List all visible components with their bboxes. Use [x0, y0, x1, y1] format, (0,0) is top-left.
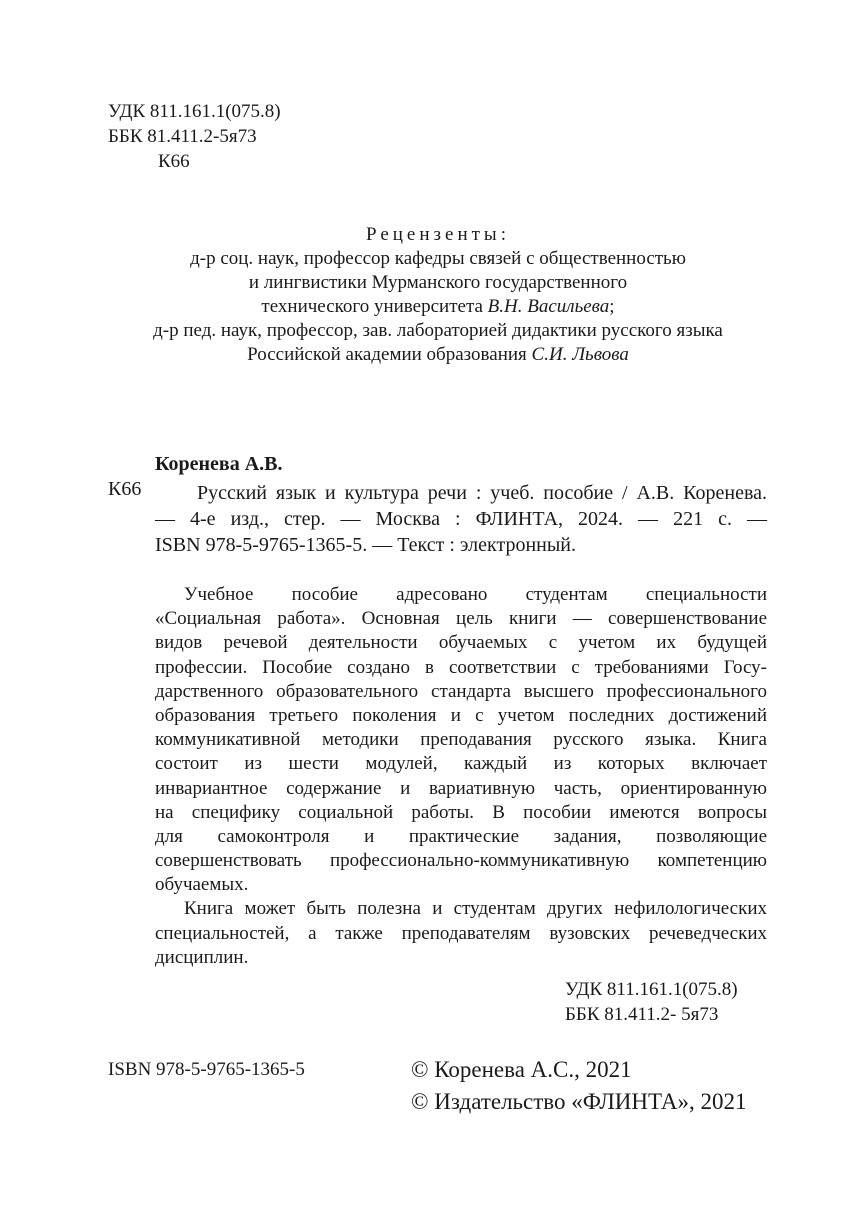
reviewer-2-line-2	[100, 343, 776, 367]
annotation	[155, 583, 767, 970]
annotation-line: «Социальная работа». Основная цель книги — совершенствование	[155, 608, 767, 630]
reviewer-2-affiliation: Российской академии образования	[247, 344, 527, 365]
annotation-line: Книга может быть полезна и студентам других нефилологических	[184, 898, 767, 920]
reviewer-2-line-1: д-р пед. наук, профессор, зав. лабораторией дидактики русского языка	[153, 320, 723, 341]
annotation-line: дисциплин.	[155, 946, 249, 968]
reviewers-block	[100, 223, 776, 367]
annotation-paragraph-2	[155, 897, 767, 970]
annotation-line: специальностей, а также преподавателям вузовских речеведческих	[155, 922, 767, 944]
bib-line-3: ISBN 978-5-9765-1365-5. — Текст : электронный.	[155, 534, 576, 556]
annotation-line: обучаемых.	[155, 874, 249, 896]
annotation-line: для самоконтроля и практические задания, позволяющие	[155, 825, 767, 847]
header-bbk: ББК 81.411.2-5я73	[108, 126, 257, 147]
footer-isbn: ISBN 978-5-9765-1365-5	[108, 1059, 305, 1080]
annotation-line: профессии. Пособие создано в соответствии с требованиями Госу-	[155, 656, 767, 678]
annotation-line: дарственного образовательного стандарта высшего профессионального	[155, 680, 767, 702]
annotation-line: образования третьего поколения и с учетом последних достижений	[155, 704, 767, 726]
annotation-line: инвариантное содержание и вариативную часть, ориентированную	[155, 777, 767, 799]
copyright-publisher: © Издательство «ФЛИНТА», 2021	[411, 1089, 747, 1114]
reviewer-1-affiliation: технического университета	[261, 296, 483, 317]
bib-author-heading: Коренева А.В.	[155, 453, 283, 475]
reviewers-title: Рецензенты:	[366, 224, 510, 245]
annotation-line: состоит из шести модулей, каждый из которых включает	[155, 753, 767, 775]
reviewer-2-name: С.И. Львова	[531, 344, 629, 365]
reviewer-1-punct: ;	[609, 296, 615, 317]
reviewer-1-name: В.Н. Васильева	[487, 296, 610, 317]
annotation-line: на специфику социальной работы. В пособии имеются вопросы	[155, 801, 767, 823]
footer-bbk: ББК 81.411.2- 5я73	[565, 1004, 719, 1025]
header-udk: УДК 811.161.1(075.8)	[108, 101, 281, 122]
bib-line-1: Русский язык и культура речи : учеб. пособие / А.В. Коренева.	[197, 482, 767, 504]
annotation-line: совершенствовать профессионально-коммуникативную компетенцию	[155, 850, 767, 872]
annotation-paragraph-1	[155, 583, 767, 897]
reviewer-1-line-3	[100, 295, 776, 319]
copyright-author: © Коренева А.С., 2021	[411, 1057, 632, 1082]
bib-mark: К66	[108, 478, 142, 500]
header-author-mark: К66	[158, 151, 190, 172]
bib-line-2: — 4-е изд., стер. — Москва : ФЛИНТА, 2024. — 221 с. —	[155, 508, 767, 530]
bib-description	[155, 480, 767, 558]
annotation-line: видов речевой деятельности обучаемых с учетом их будущей	[155, 632, 767, 654]
reviewer-1-line-1: д-р соц. наук, профессор кафедры связей с общественностью	[190, 248, 686, 269]
footer-udk: УДК 811.161.1(075.8)	[565, 979, 738, 1000]
annotation-line: Учебное пособие адресовано студентам специальности	[184, 584, 767, 605]
annotation-line: коммуникативной методики преподавания русского языка. Книга	[155, 729, 767, 751]
reviewer-1-line-2: и лингвистики Мурманского государственного	[248, 272, 628, 293]
